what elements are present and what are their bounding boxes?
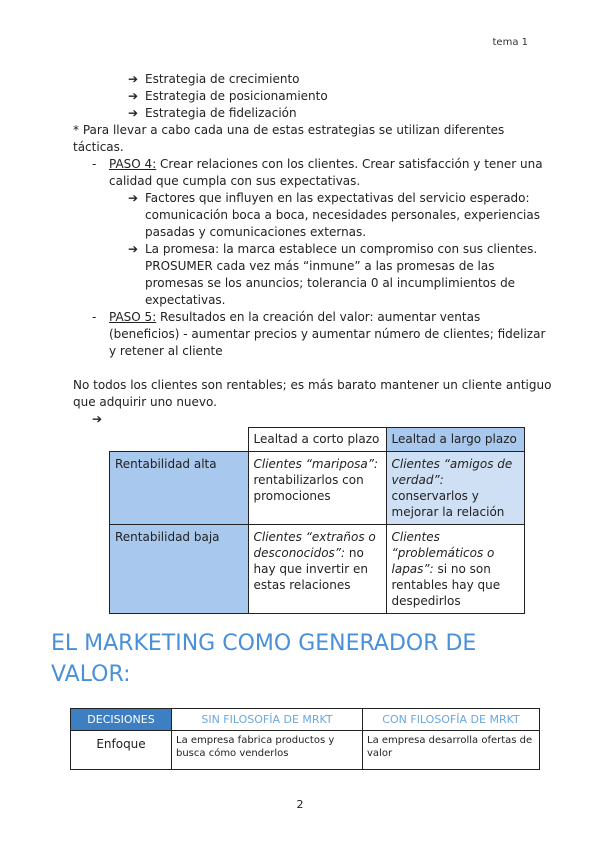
arrow-bullet-icon: ➔ xyxy=(128,72,139,86)
paso5-line-2: (beneficios) - aumentar precios y aumentar número de clientes; fidelizar xyxy=(109,327,546,341)
sub1-line-1: Factores que influyen en las expectativas del servicio esperado: xyxy=(145,191,530,205)
paso5-line-3: y retener al cliente xyxy=(109,344,223,358)
sub2-line-1: La promesa: la marca establece un compromiso con sus clientes. xyxy=(145,242,538,256)
mk-cell-sin: La empresa fabrica productos y busca cómo venderlos xyxy=(172,731,363,770)
dash-bullet: - xyxy=(92,310,97,324)
row-header-alta: Rentabilidad alta xyxy=(110,452,249,525)
header-tag: tema 1 xyxy=(492,37,528,48)
section-title: EL MARKETING COMO GENERADOR DE VALOR: xyxy=(51,631,477,687)
note-line-2: tácticas. xyxy=(73,140,124,154)
page-number: 2 xyxy=(296,798,304,811)
mk-cell-con: La empresa desarrolla ofertas de valor xyxy=(363,731,540,770)
list-item: Estrategia de fidelización xyxy=(145,106,297,120)
paso4-label: PASO 4: xyxy=(109,157,157,171)
sub2-line-4: expectativas. xyxy=(145,293,226,307)
arrow-bullet-icon: ➔ xyxy=(92,412,103,426)
paso5-label: PASO 5: xyxy=(109,310,157,324)
list-item: Estrategia de posicionamiento xyxy=(145,89,328,103)
sub2-line-3: promesas se los anuncios; tolerancia 0 al incumplimientos de xyxy=(145,276,516,290)
col-header-largo: Lealtad a largo plazo xyxy=(386,428,524,452)
list-item: Estrategia de crecimiento xyxy=(145,72,300,86)
col-header-corto: Lealtad a corto plazo xyxy=(248,428,386,452)
paso5-line-1: PASO 5: Resultados en la creación del valor: aumentar ventas xyxy=(109,310,481,324)
para-line-1: No todos los clientes son rentables; es más barato mantener un cliente antiguo xyxy=(73,378,552,392)
dash-bullet: - xyxy=(92,157,97,171)
marketing-table xyxy=(70,708,540,770)
arrow-bullet-icon: ➔ xyxy=(128,242,139,256)
arrow-bullet-icon: ➔ xyxy=(128,89,139,103)
mk-header-sin: SIN FILOSOFÍA DE MRKT xyxy=(172,709,363,731)
mk-header-con: CON FILOSOFÍA DE MRKT xyxy=(363,709,540,731)
mk-header-decisiones: DECISIONES xyxy=(71,709,172,731)
sub2-line-2: PROSUMER cada vez más “inmune” a las promesas de las xyxy=(145,259,495,273)
note-line-1: * Para llevar a cabo cada una de estas estrategias se utilizan diferentes xyxy=(73,123,505,137)
loyalty-matrix xyxy=(109,427,525,614)
sub1-line-2: comunicación boca a boca, necesidades personales, experiencias xyxy=(145,208,540,222)
sub1-line-3: pasadas y comunicaciones externas. xyxy=(145,225,367,239)
mk-row-label: Enfoque xyxy=(71,731,172,770)
cell-extranos: Clientes “extraños o desconocidos”: no hay que invertir en estas relaciones xyxy=(248,525,386,614)
cell-amigos: Clientes “amigos de verdad”: conservarlos y mejorar la relación xyxy=(386,452,524,525)
paso4-line-1: PASO 4: Crear relaciones con los clientes. Crear satisfacción y tener una xyxy=(109,157,543,171)
arrow-bullet-icon: ➔ xyxy=(128,106,139,120)
cell-problematicos: Clientes “problemáticos o lapas”: si no son rentables hay que despedirlos xyxy=(386,525,524,614)
paso4-line-2: calidad que cumpla con sus expectativas. xyxy=(109,174,361,188)
cell-mariposa: Clientes “mariposa”: rentabilizarlos con promociones xyxy=(248,452,386,525)
row-header-baja: Rentabilidad baja xyxy=(110,525,249,614)
para-line-2: que adquirir uno nuevo. xyxy=(73,395,217,409)
arrow-bullet-icon: ➔ xyxy=(128,191,139,205)
